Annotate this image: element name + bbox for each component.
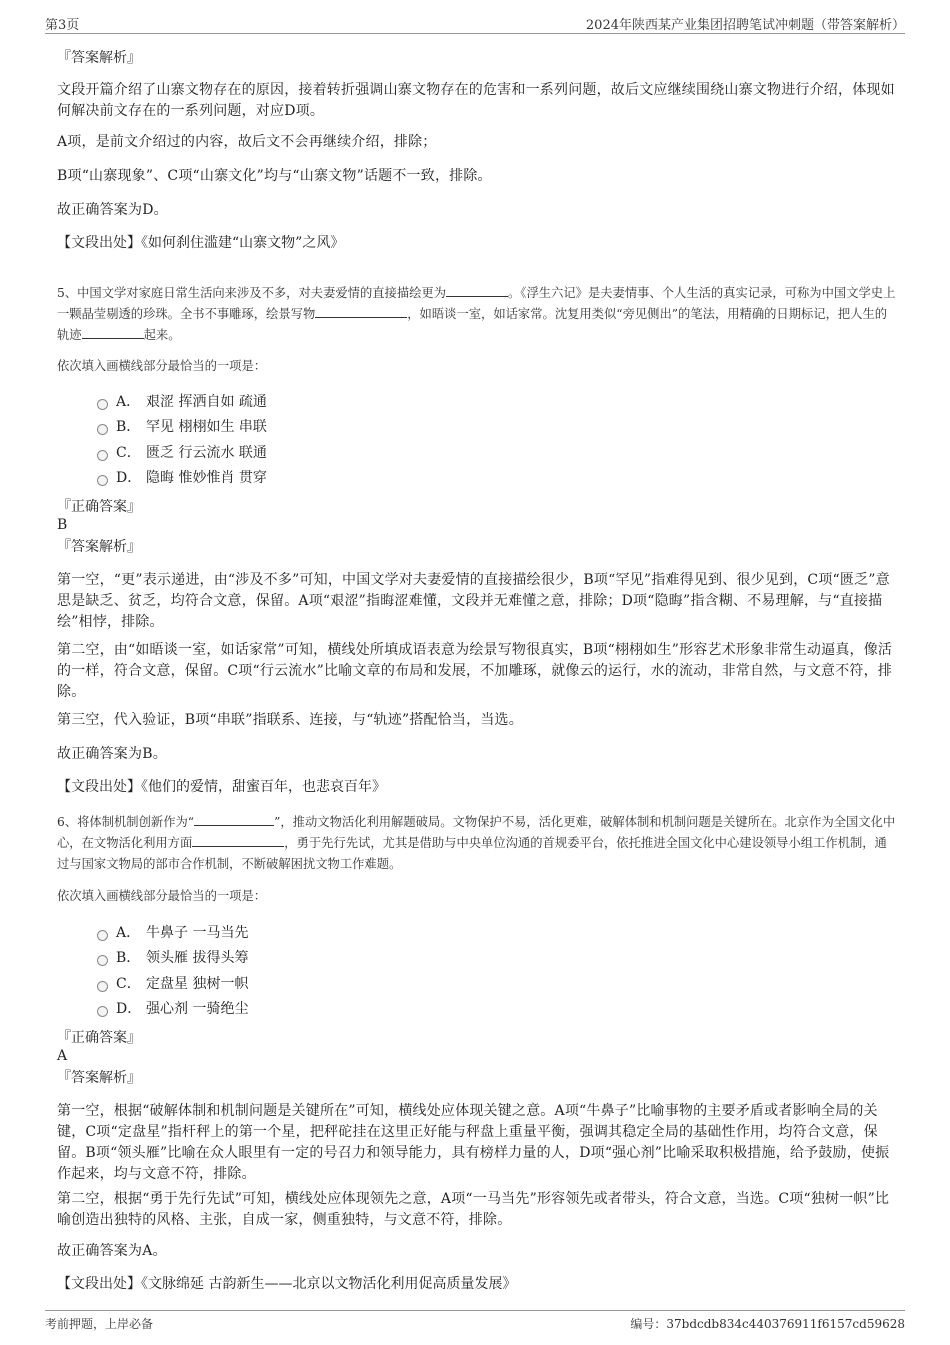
page-number: 第3页 — [45, 18, 80, 33]
q5-option-c[interactable]: C． 匮乏 行云流水 联通 — [97, 443, 267, 463]
q5-prompt: 依次填入画横线部分最恰当的一项是： — [57, 359, 267, 373]
q5-analysis-label: 『答案解析』 — [57, 539, 141, 555]
q5-stem: 5、中国文学对家庭日常生活向来涉及不多，对夫妻爱情的直接描绘更为 。《浮生六记》是夫妻情事、个人生活的真实记录，可称为中国文学史上一颗晶莹剔透的珍珠。全书不事雕琢，绘景写物 ，如晤谈一室，如话家常。沈复用类似“旁见侧出”的笔法，用精确的日期标记，把人生的轨迹 起来。 — [57, 286, 896, 342]
radio-icon[interactable] — [97, 930, 108, 941]
q5-analysis-p1: 第一空，“更”表示递进，由“涉及不多”可知，中国文学对夫妻爱情的直接描绘很少，B项“罕见”指难得见到、很少见到，C项“匮乏”意思是缺乏、贫乏，均符合文意，保留。A项“艰涩”指晦涩难懂，文段并无难懂之意，排除；D项“隐晦”指含糊、不易理解，与“直接描绘”相悖，排除。 — [57, 572, 890, 630]
page-header — [45, 12, 905, 34]
q5-blank-1 — [446, 285, 508, 297]
q6-stem: 6、将体制机制创新作为“ ”，推动文物活化利用解题破局。文物保护不易，活化更难，破解体制和机制问题是关键所在。北京作为全国文化中心，在文物活化利用方面 ，勇于先行先试，尤其是借助与中央单位沟通的首规委平台，依托推进全国文化中心建设领导小组工作机制，通过与国家文物局的部市合作机制，不断破解困扰文物工作难题。 — [57, 815, 896, 871]
q5-analysis-p3: 第三空，代入验证，B项“串联”指联系、连接，与“轨迹”搭配恰当，当选。 — [57, 712, 523, 728]
q5-analysis-p4: 故正确答案为B。 — [57, 746, 167, 762]
q5-analysis-p2: 第二空，由“如晤谈一室，如话家常”可知，横线处所填成语表意为绘景写物很真实，B项“栩栩如生”形容艺术形象非常生动逼真，像活的一样，符合文意，保留。C项“行云流水”比喻文章的布局和发展，不加雕琢，就像云的运行，水的流动，非常自然，与文意不符，排除。 — [57, 642, 893, 700]
q4-analysis-p2: A项，是前文介绍过的内容，故后文不会再继续介绍，排除； — [57, 134, 437, 150]
q6-analysis-p3: 故正确答案为A。 — [57, 1243, 167, 1259]
footer-slogan: 考前押题，上岸必备 — [45, 1317, 154, 1331]
q6-prompt: 依次填入画横线部分最恰当的一项是： — [57, 889, 267, 903]
q5-blank-3 — [82, 327, 144, 339]
q4-source: 【文段出处】《如何刹住滥建“山寨文物”之风》 — [57, 235, 345, 251]
q6-answer: A — [57, 1048, 68, 1064]
q6-option-a[interactable]: A． 牛鼻子 一马当先 — [97, 923, 248, 943]
q6-analysis-p2: 第二空，根据“勇于先行先试”可知，横线处应体现领先之意，A项“一马当先”形容领先或者带头，符合文意，当选。C项“独树一帜”比喻创造出独特的风格、主张，自成一家，侧重独特，与文意不符，排除。 — [57, 1191, 890, 1228]
radio-icon[interactable] — [97, 475, 108, 486]
q5-answer: B — [57, 517, 68, 533]
radio-icon[interactable] — [97, 450, 108, 461]
q5-option-a[interactable]: A． 艰涩 挥洒自如 疏通 — [97, 392, 267, 412]
q5-answer-label: 『正确答案』 — [57, 499, 141, 515]
radio-icon[interactable] — [97, 981, 108, 992]
q4-analysis-p4: 故正确答案为D。 — [57, 202, 168, 218]
q5-option-d[interactable]: D． 隐晦 惟妙惟肖 贯穿 — [97, 468, 267, 488]
q5-blank-2 — [315, 306, 407, 318]
q6-answer-label: 『正确答案』 — [57, 1030, 141, 1046]
q4-analysis-p3: B项“山寨现象”、C项“山寨文化”均与“山寨文物”话题不一致，排除。 — [57, 168, 492, 184]
q6-option-c[interactable]: C． 定盘星 独树一帜 — [97, 974, 248, 994]
q6-source: 【文段出处】《文脉绵延 古韵新生——北京以文物活化利用促高质量发展》 — [57, 1276, 517, 1292]
q6-option-d[interactable]: D． 强心剂 一骑绝尘 — [97, 999, 248, 1019]
q4-analysis-p1: 文段开篇介绍了山寨文物存在的原因，接着转折强调山寨文物存在的危害和一系列问题，故后文应继续围绕山寨文物进行介绍，体现如何解决前文存在的一系列问题，对应D项。 — [57, 82, 895, 119]
q6-blank-1 — [194, 814, 274, 826]
q6-blank-2 — [192, 835, 284, 847]
radio-icon[interactable] — [97, 955, 108, 966]
q6-analysis-label: 『答案解析』 — [57, 1070, 141, 1086]
radio-icon[interactable] — [97, 399, 108, 410]
q5-source: 【文段出处】《他们的爱情，甜蜜百年，也悲哀百年》 — [57, 779, 386, 795]
q5-option-b[interactable]: B． 罕见 栩栩如生 串联 — [97, 417, 267, 437]
q4-analysis-label: 『答案解析』 — [57, 50, 141, 66]
q6-option-b[interactable]: B． 领头雁 拔得头筹 — [97, 948, 248, 968]
radio-icon[interactable] — [97, 1006, 108, 1017]
q6-analysis-p1: 第一空，根据“破解体制和机制问题是关键所在”可知，横线处应体现关键之意。A项“牛鼻子”比喻事物的主要矛盾或者影响全局的关键，C项“定盘星”指杆秤上的第一个星，把秤砣挂在这里正好能与秤盘上重量平衡，强调其稳定全局的基础性作用，均符合文意，保留。B项“领头雁”比喻在众人眼里有一定的号召力和领导能力，具有榜样力量的人，D项“强心剂”比喻采取积极措施，给予鼓励，使振作起来，均与文意不符，排除。 — [57, 1103, 890, 1182]
page-footer — [45, 1310, 905, 1334]
document-code: 编号：37bdcdb834c440376911f6157cd59628 — [630, 1317, 905, 1331]
document-title: 2024年陕西某产业集团招聘笔试冲刺题（带答案解析） — [585, 18, 905, 33]
radio-icon[interactable] — [97, 424, 108, 435]
